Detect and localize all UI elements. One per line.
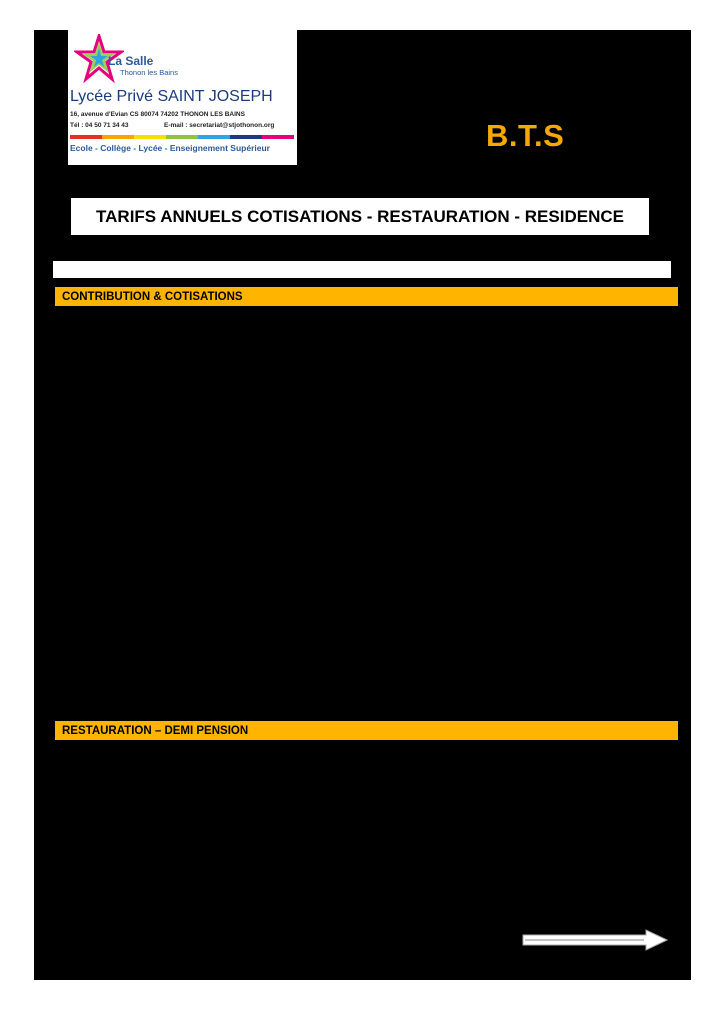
page-title-box [71, 198, 649, 235]
brand-name: La Salle [108, 54, 154, 68]
color-bar [166, 135, 198, 139]
color-bars [70, 135, 294, 139]
section-header-restauration [55, 721, 678, 740]
school-logo [68, 30, 297, 165]
color-bar [134, 135, 166, 139]
color-bar [198, 135, 230, 139]
color-bar [230, 135, 262, 139]
color-bar [262, 135, 294, 139]
school-address: 16, avenue d'Evian CS 80074 74202 THONON LES BAINS [70, 111, 245, 118]
school-phone: Tél : 04 50 71 34 43 [70, 122, 129, 129]
page-title: TARIFS ANNUELS COTISATIONS - RESTAURATION - RESIDENCE [96, 206, 624, 226]
color-bar [102, 135, 134, 139]
document-page [34, 30, 691, 980]
color-bar [70, 135, 102, 139]
brand-subtitle: Thonon les Bains [120, 68, 178, 77]
program-heading: B.T.S [486, 118, 565, 153]
school-email: E-mail : secretariat@stjothonon.org [164, 122, 275, 129]
right-arrow-icon[interactable] [522, 929, 668, 951]
section-label: CONTRIBUTION & COTISATIONS [62, 290, 243, 303]
divider-strip [53, 261, 671, 278]
section-label: RESTAURATION – DEMI PENSION [62, 724, 249, 737]
school-name: Lycée Privé SAINT JOSEPH [70, 88, 273, 105]
section-header-contributions [55, 287, 678, 306]
school-levels: Ecole - Collège - Lycée - Enseignement Supérieur [70, 143, 270, 153]
